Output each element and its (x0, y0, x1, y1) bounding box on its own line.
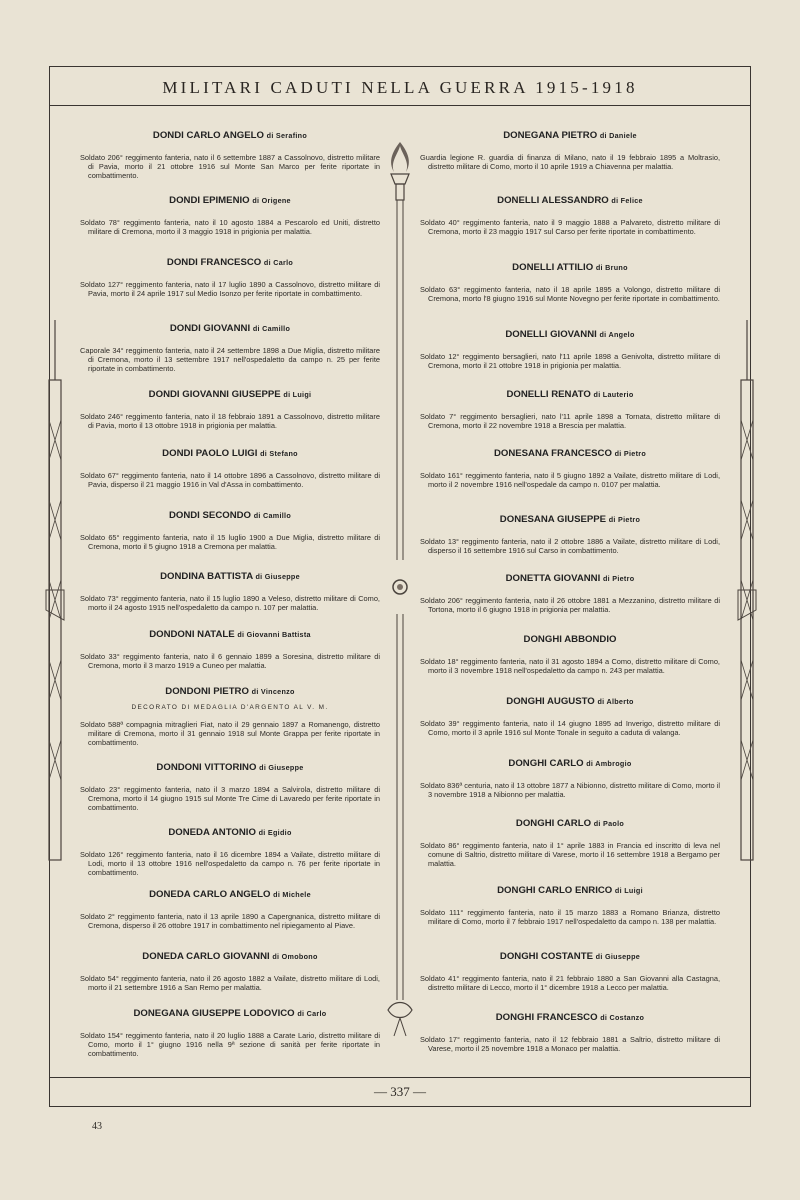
entry (80, 448, 380, 489)
entry-name: DONDI FRANCESCO di Carlo (166, 257, 294, 268)
entry (80, 389, 380, 430)
entry-name: DONETTA GIOVANNI di Pietro (505, 573, 635, 584)
entry-text: Soldato 127° reggimento fanteria, nato il 17 luglio 1890 a Cassolnovo, distretto militare di Pavia, morto il 24 aprile 1917 sul Medio Isonzo per ferite riportate in combattimento. (80, 280, 380, 298)
page-header: MILITARI CADUTI NELLA GUERRA 1915-1918 (49, 66, 751, 106)
entry-name: DONGHI FRANCESCO di Costanzo (495, 1012, 645, 1023)
entry-name: DONGHI CARLO di Ambrogio (508, 758, 632, 769)
entry-name: DONDI CARLO ANGELO di Serafino (152, 130, 308, 141)
entry (80, 686, 380, 747)
entry-text: Soldato 588ª compagnia mitraglieri Fiat, nato il 29 gennaio 1897 a Romanengo, distretto militare di Cremona, morto il 31 gennaio 1918 sul Monte Grappa per ferite riportate in combattimento. (80, 720, 380, 747)
entry-name: DONDONI PIETRO di Vincenzo (165, 686, 295, 697)
entry-text: Soldato 17° reggimento fanteria, nato il 12 febbraio 1881 a Saltrio, distretto militare di Varese, morto il 25 novembre 1918 a Monaco per malattia. (420, 1035, 720, 1053)
entry-text: Soldato 2° reggimento fanteria, nato il 13 aprile 1890 a Capergnanica, distretto militare di Cremona, disperso il 26 ottobre 1917 in combattimento nel ripiegamento al Piave. (80, 912, 380, 930)
entry (80, 195, 380, 236)
entry-text: Soldato 206° reggimento fanteria, nato il 26 ottobre 1881 a Mezzanino, distretto militare di Tortona, morto il 6 giugno 1918 in prigionia per malattia. (420, 596, 720, 614)
entry-decoration: DECORATO DI MEDAGLIA D'ARGENTO AL V. M. (131, 704, 329, 711)
entry-name: DONELLI RENATO di Lauterio (506, 389, 634, 400)
entry-text: Soldato 836ª centuria, nato il 13 ottobre 1877 a Nibionno, distretto militare di Como, morto il 3 novembre 1918 a Nibionno per malattia. (420, 781, 720, 799)
entry-text: Soldato 206° reggimento fanteria, nato il 6 settembre 1887 a Cassolnovo, distretto militare di Pavia, morto il 21 ottobre 1916 sul Monte San Marco per ferite riportate in combattimento. (80, 153, 380, 180)
entry (80, 629, 380, 670)
entry-name: DONESANA FRANCESCO di Pietro (493, 448, 647, 459)
entry-text: Soldato 73° reggimento fanteria, nato il 15 luglio 1890 a Veleso, distretto militare di Como, morto il 24 agosto 1915 nell'ospedaletto da campo n. 107 per malattia. (80, 594, 380, 612)
entry-name: DONGHI AUGUSTO di Alberto (506, 696, 634, 707)
center-torch-ornament (384, 140, 416, 1040)
entry (420, 758, 720, 799)
entry-text: Soldato 7° reggimento bersaglieri, nato l'11 aprile 1898 a Tornata, distretto militare di Cremona, morto il 22 novembre 1918 a Brescia per malattia. (420, 412, 720, 430)
entry-text: Soldato 40° reggimento fanteria, nato il 9 maggio 1888 a Palvareto, distretto militare di Cremona, morto il 23 maggio 1917 sul Carso per ferite riportate in combattimento. (420, 218, 720, 236)
entry-text: Soldato 67° reggimento fanteria, nato il 14 ottobre 1896 a Cassolnovo, distretto militare di Pavia, disperso il 21 maggio 1916 in Val d'Assa in combattimento. (80, 471, 380, 489)
entry-text: Soldato 63° reggimento fanteria, nato il 18 aprile 1895 a Volongo, distretto militare di Cremona, morto l'8 giugno 1916 sul Monte Novegno per ferite riportate in combattimento. (420, 285, 720, 303)
right-fasces-ornament (736, 320, 758, 880)
entry-name: DONGHI CARLO di Paolo (515, 818, 625, 829)
entry-name: DONEDA ANTONIO di Egidio (168, 827, 292, 838)
entry-name: DONEGANA GIUSEPPE LODOVICO di Carlo (133, 1008, 327, 1019)
entry-text: Soldato 33° reggimento fanteria, nato il 6 gennaio 1899 a Soresina, distretto militare di Cremona, morto il 3 marzo 1919 a Cuneo per malattia. (80, 652, 380, 670)
entry-name: DONEDA CARLO GIOVANNI di Omobono (142, 951, 318, 962)
entry (420, 885, 720, 926)
entry-text: Soldato 161° reggimento fanteria, nato il 5 giugno 1892 a Vailate, distretto militare di Lodi, morto il 2 novembre 1916 nell'ospedale da campo n. 0107 per malattia. (420, 471, 720, 489)
entry (80, 510, 380, 551)
entry (80, 130, 380, 180)
entry (420, 130, 720, 171)
entry (80, 323, 380, 373)
entry (80, 257, 380, 298)
entry (420, 951, 720, 992)
entry-name: DONGHI ABBONDIO (523, 634, 617, 645)
entry-text: Soldato 78° reggimento fanteria, nato il 10 agosto 1884 a Pescarolo ed Uniti, distretto militare di Cremona, morto il 3 maggio 1918 in prigionia per malattia. (80, 218, 380, 236)
entry (80, 571, 380, 612)
entry-text: Soldato 65° reggimento fanteria, nato il 15 luglio 1900 a Due Miglia, distretto militare di Cremona, morto il 5 giugno 1918 a Cremona per malattia. (80, 533, 380, 551)
page-number: — 337 — (374, 1084, 426, 1099)
entry-name: DONDI GIOVANNI di Camillo (169, 323, 291, 334)
entry-text: Caporale 34° reggimento fanteria, nato il 24 settembre 1898 a Due Miglia, distretto militare di Cremona, morto il 13 settembre 1917 nell'ospedaletto da campo n. 25 per ferite riportate in combattimento. (80, 346, 380, 373)
entry (420, 696, 720, 737)
entry-text: Soldato 23° reggimento fanteria, nato il 3 marzo 1894 a Salvirola, distretto militare di Cremona, morto il 14 giugno 1915 sul Monte Tre Cime di Lavaredo per ferite riportate in combattimento. (80, 785, 380, 812)
entry-text: Soldato 41° reggimento fanteria, nato il 21 febbraio 1880 a San Giovanni alla Castagna, distretto militare di Lecco, morto il 1° dicembre 1918 a Lecco per malattia. (420, 974, 720, 992)
entry-name: DONGHI COSTANTE di Giuseppe (499, 951, 641, 962)
entry (80, 1008, 380, 1058)
entry-name: DONEGANA PIETRO di Daniele (503, 130, 637, 141)
entry (420, 389, 720, 430)
entry (80, 889, 380, 930)
entry-name: DONDI PAOLO LUIGI di Stefano (162, 448, 298, 459)
entry (420, 448, 720, 489)
entry-text: Soldato 12° reggimento bersaglieri, nato l'11 aprile 1898 a Genivolta, distretto militare di Cremona, morto il 21 ottobre 1918 in prigionia per malattia. (420, 352, 720, 370)
entry-text: Soldato 154° reggimento fanteria, nato il 20 luglio 1888 a Carate Lario, distretto militare di Como, morto il 1° giugno 1916 nella 9ª sezione di sanità per ferite riportate in combattimento. (80, 1031, 380, 1058)
entry (420, 634, 720, 675)
entry-name: DONDONI VITTORINO di Giuseppe (156, 762, 304, 773)
entry-name: DONDONI NATALE di Giovanni Battista (149, 629, 311, 640)
entry (80, 951, 380, 992)
entry-name: DONDI SECONDO di Camillo (168, 510, 292, 521)
sheet-number: 43 (92, 1121, 102, 1132)
entry (420, 1012, 720, 1053)
entry-name: DONESANA GIUSEPPE di Pietro (499, 514, 641, 525)
left-fasces-ornament (44, 320, 66, 880)
entry-text: Soldato 126° reggimento fanteria, nato il 16 dicembre 1894 a Vailate, distretto militare di Lodi, morto il 13 ottobre 1916 nell'ospedaletto da campo n. 76 per ferite riportate in combattimento. (80, 850, 380, 877)
entry (420, 818, 720, 868)
entry-name: DONEDA CARLO ANGELO di Michele (149, 889, 311, 900)
entry-text: Guardia legione R. guardia di finanza di Milano, nato il 19 febbraio 1895 a Moltrasio, distretto militare di Como, morto il 10 aprile 1919 a Chiavenna per malattia. (420, 153, 720, 171)
entry-name: DONELLI ALESSANDRO di Felice (497, 195, 643, 206)
entry (420, 514, 720, 555)
entry (420, 262, 720, 303)
entry-text: Soldato 39° reggimento fanteria, nato il 14 giugno 1895 ad Inverigo, distretto militare di Como, morto il 3 aprile 1916 sul Monte Tonale in seguito a caduta di valanga. (420, 719, 720, 737)
entry (420, 195, 720, 236)
entry-name: DONDINA BATTISTA di Giuseppe (160, 571, 300, 582)
entry-name: DONDI GIOVANNI GIUSEPPE di Luigi (148, 389, 312, 400)
entry (420, 329, 720, 370)
entry-text: Soldato 54° reggimento fanteria, nato il 26 agosto 1882 a Vailate, distretto militare di Lodi, morto il 21 settembre 1916 a San Remo per malattia. (80, 974, 380, 992)
entry (80, 827, 380, 877)
entry-name: DONGHI CARLO ENRICO di Luigi (497, 885, 643, 896)
entry (80, 762, 380, 812)
entry-text: Soldato 18° reggimento fanteria, nato il 31 agosto 1894 a Como, distretto militare di Como, morto il 3 novembre 1918 nell'ospedaletto da campo n. 243 per malattia. (420, 657, 720, 675)
entry-text: Soldato 246° reggimento fanteria, nato il 18 febbraio 1891 a Cassolnovo, distretto militare di Pavia, morto il 13 ottobre 1918 in prigionia per malattia. (80, 412, 380, 430)
entry (420, 573, 720, 614)
entry-text: Soldato 13° reggimento fanteria, nato il 2 ottobre 1886 a Vailate, distretto militare di Lodi, disperso il 16 settembre 1916 sul Carso in combattimento. (420, 537, 720, 555)
entry-name: DONELLI GIOVANNI di Angelo (505, 329, 635, 340)
entry-name: DONDI EPIMENIO di Origene (169, 195, 291, 206)
entry-text: Soldato 111° reggimento fanteria, nato il 15 marzo 1883 a Romano Brianza, distretto militare di Como, morto il 7 febbraio 1917 nell'ospedaletto da campo n. 138 per malattia. (420, 908, 720, 926)
entry-text: Soldato 86° reggimento fanteria, nato il 1° aprile 1883 in Francia ed inscritto di leva nel comune di Saltrio, distretto militare di Varese, morto il 16 settembre 1918 a Bergamo per malattia. (420, 841, 720, 868)
entry-name: DONELLI ATTILIO di Bruno (512, 262, 628, 273)
